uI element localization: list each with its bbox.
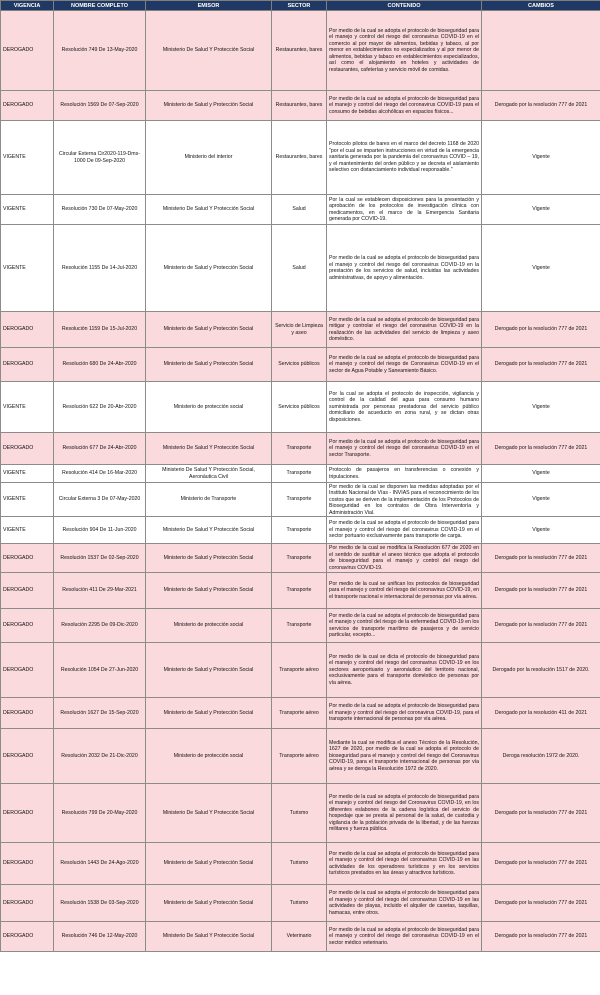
table-row [1, 573, 600, 609]
cell-sector [272, 573, 327, 609]
cell-cambios-text: Derogado por la resolución 777 de 2021 [494, 899, 588, 906]
cell-cambios [482, 225, 600, 312]
cell-contenido-text: Por medio de la cual se unifican los protocolos de bioseguridad para el manejo y control del riesgo del coronavirus COVID-19, en el transporte nacional e internacional de personas por vía aérea. [329, 580, 479, 600]
cell-vigencia-text: DEROGADO [3, 361, 34, 368]
cell-contenido [327, 195, 482, 225]
cell-nombre [54, 517, 146, 544]
cell-emisor [146, 609, 272, 643]
cell-cambios [482, 465, 600, 483]
cell-nombre [54, 698, 146, 729]
header-row [1, 1, 600, 11]
cell-sector-text: Transporte [286, 445, 312, 452]
cell-nombre-text: Resolución 904 De 11-Jun-2020 [62, 526, 137, 533]
cell-nombre-text: Resolución 746 De 12-May-2020 [61, 933, 138, 940]
cell-sector-text: Salud [292, 206, 306, 213]
table-row [1, 225, 600, 312]
cell-vigencia [1, 348, 54, 382]
table-row [1, 121, 600, 195]
header-nombre: NOMBRE COMPLETO [54, 1, 146, 11]
cell-contenido [327, 225, 482, 312]
table-row [1, 698, 600, 729]
cell-cambios-text: Vigente [532, 403, 550, 410]
cell-vigencia-text: DEROGADO [3, 933, 34, 940]
cell-vigencia [1, 843, 54, 885]
cell-emisor [146, 121, 272, 195]
table-row [1, 312, 600, 348]
cell-nombre-text: Resolución 730 De 07-May-2020 [61, 206, 138, 213]
cell-emisor [146, 11, 272, 91]
cell-nombre [54, 729, 146, 784]
cell-cambios [482, 91, 600, 121]
cell-vigencia [1, 225, 54, 312]
cell-vigencia-text: VIGENTE [3, 470, 26, 477]
cell-cambios [482, 312, 600, 348]
cell-nombre [54, 382, 146, 433]
cell-nombre [54, 843, 146, 885]
cell-cambios [482, 922, 600, 952]
cell-nombre [54, 465, 146, 483]
cell-contenido-text: Por medio de la cual se adopta el protocolo de bioseguridad para mitigar y controlar el riesgo del coronavirus COVID-19 en la realización de las actividades del servicio de limpieza y aseo doméstico. [329, 316, 479, 342]
cell-emisor [146, 91, 272, 121]
cell-cambios-text: Derogado por la resolución 777 de 2021 [494, 554, 588, 561]
cell-contenido-text: Protocolo de pasajeros en transferencias o conexión y tripulaciones. [329, 467, 479, 480]
cell-sector [272, 885, 327, 922]
cell-cambios-text: Vigente [532, 526, 550, 533]
cell-contenido-text: Por medio de la cual se disponen las medidas adoptadas por el Instituto Nacional de Vías - INVIAS para el reconocimiento de los costos que se deriven de la implementación de los Protocolos de Bioseguridad en los contratos de Obra Interventoría y Administración Vial. [329, 483, 479, 516]
cell-sector-text: Salud [292, 264, 306, 271]
cell-sector-text: Transporte aéreo [279, 666, 319, 673]
cell-contenido [327, 544, 482, 573]
cell-emisor-text: Ministerio de protección social [173, 752, 244, 759]
cell-emisor-text: Ministerio De Salud Y Protección Social [162, 206, 255, 213]
cell-contenido [327, 11, 482, 91]
cell-cambios-text: Derogado por la resolución 777 de 2021 [494, 445, 588, 452]
cell-emisor [146, 698, 272, 729]
cell-cambios-text: Derogado por la resolución 1517 de 2020. [492, 666, 590, 673]
cell-nombre-text: Resolución 2032 De 21-Dic-2020 [61, 752, 138, 759]
cell-vigencia-text: DEROGADO [3, 899, 34, 906]
cell-sector-text: Transporte aéreo [279, 752, 319, 759]
cell-nombre-text: Resolución 749 De 13-May-2020 [61, 47, 138, 54]
cell-contenido-text: Protocolo pilotos de bares en el marco del decreto 1168 de 2020 "por el cual se imparten instrucciones en virtud de la emergencia sanitaria generada por la pandemia del coronavirus COVID – 19, y el mantenimiento del orden público y se decreta el aislamiento selectivo con distanciamiento individual responsable." [329, 141, 479, 174]
cell-sector-text: Restaurantes, bares [275, 154, 323, 161]
cell-vigencia [1, 195, 54, 225]
cell-vigencia-text: DEROGADO [3, 809, 34, 816]
cell-contenido-text: Por medio de la cual se modifica la Resolución 677 de 2020 en el sentido de sustituir el anexo técnico que adopta el protocolo de bioseguridad para el manejo y control del riesgo del coronavirus COVID-19. [329, 545, 479, 571]
cell-contenido [327, 922, 482, 952]
cell-sector [272, 195, 327, 225]
cell-sector-text: Servicios públicos [278, 403, 320, 410]
cell-cambios [482, 483, 600, 517]
cell-nombre-text: Resolución 1538 De 03-Sep-2020 [60, 899, 139, 906]
cell-emisor [146, 843, 272, 885]
cell-nombre-text: Resolución 680 De 24-Abr-2020 [62, 361, 137, 368]
header-sector: SECTOR [272, 1, 327, 11]
cell-emisor-text: Ministerio De Salud Y Protección Social [162, 445, 255, 452]
cell-vigencia-text: DEROGADO [3, 554, 34, 561]
cell-contenido-text: Por medio de la cual se adopta el protocolo de bioseguridad para el manejo y control del riesgo del coronavirus COVID-19, para el transporte internacional de personas por vía aérea. [329, 703, 479, 723]
cell-cambios [482, 433, 600, 465]
cell-nombre-text: Resolución 2295 De 09-Dic-2020 [61, 622, 138, 629]
cell-emisor [146, 544, 272, 573]
cell-contenido-text: Por medio de la cual se adopta el protocolo de bioseguridad para el manejo y control del riesgo del coronavirus COVID-19 para el consumo de bebidas alcohólicas en espacios físicos... [329, 95, 479, 115]
cell-cambios [482, 517, 600, 544]
cell-cambios-text: Vigente [532, 206, 550, 213]
cell-contenido-text: Por la cual se establecen disposiciones para la presentación y aprobación de los protocolos de investigación clínica con medicamentos, en el marco de la Emergencia Sanitaria generada por COVID-19. [329, 196, 479, 222]
cell-emisor-text: Ministerio de Salud y Protección Social [163, 860, 254, 867]
cell-vigencia [1, 643, 54, 698]
cell-emisor [146, 433, 272, 465]
cell-cambios-text: Derogado por la resolución 777 de 2021 [494, 326, 588, 333]
cell-emisor [146, 225, 272, 312]
cell-vigencia-text: VIGENTE [3, 496, 26, 503]
cell-contenido [327, 729, 482, 784]
cell-cambios-text: Vigente [532, 264, 550, 271]
cell-emisor [146, 382, 272, 433]
cell-vigencia [1, 91, 54, 121]
cell-vigencia-text: VIGENTE [3, 206, 26, 213]
cell-contenido-text: Por medio de la cual se adopta el protocolo de bioseguridad para el manejo y control del riesgo del coronavirus COVID-19 en las actividades de playas, incluido el alquiler de casetas, taquillas, hamacas, entre otros. [329, 890, 479, 916]
cell-nombre-text: Resolución 411 De 29-Mar-2021 [62, 587, 137, 594]
table-row [1, 643, 600, 698]
cell-sector [272, 729, 327, 784]
cell-vigencia-text: DEROGADO [3, 709, 34, 716]
cell-nombre [54, 195, 146, 225]
cell-contenido-text: Por medio de la cual se adopta el protocolo de bioseguridad para el manejo y control del riesgo de Coronavirus COVID-19 en el sector de Agua Potable y Saneamiento Básico. [329, 354, 479, 374]
cell-cambios [482, 348, 600, 382]
cell-nombre-text: Resolución 799 De 20-May-2020 [61, 809, 138, 816]
cell-vigencia [1, 698, 54, 729]
cell-cambios-text: Derogado por la resolución 777 de 2021 [494, 809, 588, 816]
cell-vigencia-text: DEROGADO [3, 860, 34, 867]
cell-sector [272, 483, 327, 517]
table-row [1, 784, 600, 843]
cell-nombre-text: Resolución 622 De 20-Abr-2020 [62, 403, 137, 410]
cell-cambios [482, 729, 600, 784]
cell-cambios [482, 609, 600, 643]
cell-vigencia [1, 11, 54, 91]
cell-vigencia-text: DEROGADO [3, 445, 34, 452]
cell-sector-text: Restaurantes, bares [275, 47, 323, 54]
cell-emisor-text: Ministerio De Salud Y Protección Social [162, 526, 255, 533]
cell-nombre [54, 348, 146, 382]
cell-nombre [54, 544, 146, 573]
cell-cambios-text: Derogado por la resolución 777 de 2021 [494, 361, 588, 368]
cell-emisor-text: Ministerio De Salud Y Protección Social [162, 809, 255, 816]
cell-sector-text: Transporte [286, 496, 312, 503]
table-row [1, 195, 600, 225]
cell-cambios [482, 698, 600, 729]
cell-sector-text: Turismo [289, 809, 309, 816]
cell-sector-text: Transporte aéreo [279, 709, 319, 716]
cell-vigencia [1, 465, 54, 483]
cell-nombre [54, 121, 146, 195]
cell-nombre-text: Resolución 1159 De 15-Jul-2020 [61, 326, 138, 333]
cell-contenido-text: Mediante la cual se modifica el anexo Técnico de la Resolución, 1627 de 2020, por medio de la cual se adopta el protocolo de bioseguridad para el manejo y control del riesgo del Coronavirus COVID-19, para el transporte internacional de personas por vía aérea y se deroga la Resolución 1972 de 2020. [329, 739, 479, 772]
cell-emisor [146, 195, 272, 225]
cell-vigencia-text: DEROGADO [3, 752, 34, 759]
cell-emisor [146, 643, 272, 698]
cell-contenido [327, 433, 482, 465]
cell-emisor-text: Ministerio de Salud y Protección Social [163, 899, 254, 906]
cell-nombre [54, 885, 146, 922]
cell-contenido [327, 121, 482, 195]
cell-nombre-text: Circular Externa 3 De 07-May-2020 [58, 496, 141, 503]
cell-emisor [146, 465, 272, 483]
cell-vigencia-text: DEROGADO [3, 587, 34, 594]
cell-sector-text: Transporte [286, 554, 312, 561]
cell-cambios-text: Derogado por la resolución 777 de 2021 [494, 860, 588, 867]
cell-nombre [54, 643, 146, 698]
cell-emisor-text: Ministerio De Salud Y Protección Social, Aeronáutica Civil [162, 467, 255, 480]
cell-nombre [54, 433, 146, 465]
table-row [1, 544, 600, 573]
table-row [1, 382, 600, 433]
cell-contenido-text: Por medio de la cual se adopta el protocolo de bioseguridad para el manejo y control del riesgo del coronavirus COVID-19 en el sector portuario exclusivamente para transporte de carga. [329, 520, 479, 540]
cell-sector [272, 643, 327, 698]
cell-contenido [327, 573, 482, 609]
cell-contenido-text: Por medio de la cual se adopta el protocolo de bioseguridad para el manejo y control del riesgo del coronavirus COVID-19 en el sector médico veterinario. [329, 926, 479, 946]
cell-vigencia-text: VIGENTE [3, 154, 26, 161]
cell-sector [272, 121, 327, 195]
cell-sector [272, 609, 327, 643]
table-row [1, 91, 600, 121]
cell-contenido [327, 784, 482, 843]
cell-nombre [54, 784, 146, 843]
cell-nombre [54, 483, 146, 517]
cell-nombre-text: Circular Externa Cir2020-119-Dms-1000 De 09-Sep-2020 [59, 151, 140, 164]
cell-emisor-text: Ministerio de Salud y Protección Social [163, 709, 254, 716]
cell-nombre-text: Resolución 1569 De 07-Sep-2020 [60, 102, 139, 109]
cell-vigencia [1, 433, 54, 465]
cell-contenido-text: Por medio de la cual se dicta el protocolo de bioseguridad para el manejo y control del riesgo del coronavirus COVID-19 en los sectores aeroportuario y aeronáutico del territorio nacional, exclusivamente para el transporte doméstico de personas por vía aérea. [329, 653, 479, 686]
cell-emisor-text: Ministerio de Transporte [180, 496, 237, 503]
cell-nombre [54, 91, 146, 121]
cell-emisor [146, 784, 272, 843]
cell-vigencia [1, 573, 54, 609]
cell-vigencia [1, 729, 54, 784]
cell-emisor [146, 348, 272, 382]
cell-cambios-text: Vigente [532, 496, 550, 503]
cell-cambios-text: Vigente [532, 470, 550, 477]
cell-contenido [327, 91, 482, 121]
cell-cambios [482, 11, 600, 91]
table-row [1, 729, 600, 784]
cell-vigencia [1, 483, 54, 517]
cell-vigencia-text: VIGENTE [3, 403, 26, 410]
cell-emisor-text: Ministerio de protección social [173, 622, 244, 629]
cell-vigencia [1, 382, 54, 433]
cell-emisor-text: Ministerio del interior [184, 154, 233, 161]
cell-cambios [482, 784, 600, 843]
cell-sector [272, 382, 327, 433]
cell-emisor-text: Ministerio De Salud Y Protección Social [162, 933, 255, 940]
cell-contenido-text: Por medio de la cual se adopta el protocolo de bioseguridad para el manejo y control del riesgo del coronavirus COVID-19 en las actividades de los operadores turísticos y en los servicios turísticos prestados en las áreas y atractivos turísticos. [329, 850, 479, 876]
cell-contenido-text: Por medio de la cual se adopta el protocolo de bioseguridad para el manejo y control del riesgo del Coronavirus COVID-19, en los diferentes eslabones de la cadena logística del servicio de hospedaje que se presta al personal de la salud, de custodia y vigilancia de la población privada de la libertad, y de las fuerzas militares y fuerza pública. [329, 793, 479, 832]
cell-sector-text: Restaurantes, bares [275, 102, 323, 109]
cell-vigencia-text: VIGENTE [3, 526, 26, 533]
header-vigencia: VIGENCIA [1, 1, 54, 11]
cell-vigencia [1, 609, 54, 643]
cell-contenido [327, 609, 482, 643]
cell-vigencia [1, 517, 54, 544]
table-row [1, 609, 600, 643]
table-row [1, 483, 600, 517]
cell-sector [272, 225, 327, 312]
cell-cambios-text: Derogado por la resolución 411 de 2021 [494, 709, 588, 716]
cell-vigencia-text: VIGENTE [3, 264, 26, 271]
cell-contenido-text: Por medio de la cual se adopta el protocolo de bioseguridad para el manejo y control del riesgo del coronavirus COVID-19 en el comercio al por mayor de alimentos, bebidas y tabaco, al por menor en establecimientos no especializados y al por menor de alimentos, bebidas y tabaco en establecimientos especializados, así como el alojamiento en hoteles y actividades de restaurantes, cafeterías y servicio móvil de comidas. [329, 27, 479, 73]
cell-sector-text: Transporte [286, 470, 312, 477]
cell-emisor-text: Ministerio De Salud Y Protección Social [162, 47, 255, 54]
cell-nombre-text: Resolución 1537 De 02-Sep-2020 [60, 554, 139, 561]
cell-cambios [482, 643, 600, 698]
cell-nombre-text: Resolución 1627 De 15-Sep-2020 [60, 709, 139, 716]
table-row [1, 885, 600, 922]
cell-emisor-text: Ministerio de Salud y Protección Social [163, 361, 254, 368]
cell-sector-text: Servicio de Limpieza y aseo [275, 323, 323, 336]
cell-sector [272, 544, 327, 573]
cell-sector-text: Transporte [286, 587, 312, 594]
cell-contenido [327, 517, 482, 544]
cell-contenido [327, 465, 482, 483]
cell-vigencia-text: DEROGADO [3, 326, 34, 333]
cell-nombre [54, 11, 146, 91]
cell-emisor [146, 729, 272, 784]
cell-contenido-text: Por la cual se adopta el protocolo de inspección, vigilancia y control de la calidad del agua para consumo humano suministrada por personas prestadoras del servicio público domiciliario de acueducto en zona rural, y se dictan otras disposiciones. [329, 390, 479, 423]
cell-emisor-text: Ministerio de Salud y Protección Social [163, 102, 254, 109]
cell-cambios-text: Derogado por la resolución 777 de 2021 [494, 587, 588, 594]
cell-nombre-text: Resolución 1155 De 14-Jul-2020 [61, 264, 138, 271]
cell-vigencia [1, 784, 54, 843]
cell-emisor [146, 885, 272, 922]
cell-emisor-text: Ministerio de Salud y Protección Social [163, 326, 254, 333]
cell-sector-text: Servicios públicos [278, 361, 320, 368]
cell-vigencia [1, 922, 54, 952]
cell-contenido [327, 483, 482, 517]
cell-cambios-text: Derogado por la resolución 777 de 2021 [494, 622, 588, 629]
cell-sector-text: Turismo [289, 899, 309, 906]
cell-emisor [146, 312, 272, 348]
cell-emisor-text: Ministerio de Salud y Protección Social [163, 554, 254, 561]
cell-emisor-text: Ministerio de protección social [173, 403, 244, 410]
header-emisor: EMISOR [146, 1, 272, 11]
cell-sector [272, 922, 327, 952]
cell-cambios [482, 121, 600, 195]
cell-sector [272, 348, 327, 382]
cell-sector [272, 517, 327, 544]
cell-vigencia [1, 121, 54, 195]
cell-cambios [482, 544, 600, 573]
cell-sector-text: Transporte [286, 526, 312, 533]
cell-contenido [327, 885, 482, 922]
cell-contenido [327, 312, 482, 348]
cell-cambios [482, 843, 600, 885]
cell-nombre [54, 573, 146, 609]
cell-vigencia-text: DEROGADO [3, 102, 34, 109]
cell-cambios [482, 573, 600, 609]
cell-emisor [146, 483, 272, 517]
cell-sector [272, 433, 327, 465]
cell-cambios [482, 885, 600, 922]
cell-emisor [146, 573, 272, 609]
cell-contenido [327, 698, 482, 729]
header-contenido: CONTENIDO [327, 1, 482, 11]
cell-emisor-text: Ministerio de Salud y Protección Social [163, 666, 254, 673]
cell-emisor [146, 517, 272, 544]
cell-sector-text: Turismo [289, 860, 309, 867]
cell-nombre-text: Resolución 677 De 24-Abr-2020 [62, 445, 137, 452]
cell-cambios-text: Derogado por la resolución 777 de 2021 [494, 102, 588, 109]
cell-nombre [54, 225, 146, 312]
cell-cambios-text: Vigente [532, 154, 550, 161]
cell-vigencia [1, 885, 54, 922]
cell-nombre-text: Resolución 1443 De 24-Ago-2020 [60, 860, 139, 867]
table-row [1, 843, 600, 885]
cell-cambios-text: Deroga resolución 1972 de 2020. [502, 752, 580, 759]
cell-sector [272, 11, 327, 91]
cell-emisor-text: Ministerio de Salud y Protección Social [163, 264, 254, 271]
cell-contenido [327, 643, 482, 698]
cell-contenido-text: Por medio de la cual se adopta el protocolo de bioseguridad para el manejo y control del riesgo de la enfermedad COVID-19 en los servicios de transporte marítimo de pasajeros y de servicio particular, excepto... [329, 612, 479, 638]
table-row [1, 11, 600, 91]
cell-nombre [54, 609, 146, 643]
table-row [1, 348, 600, 382]
cell-contenido-text: Por medio de la cual se adopta el protocolo de bioseguridad para el manejo y control del riesgo del coronavirus COVID-19 en la prestación de los servicios de salud, incluidas las actividades administrativas, de apoyo y alimentación. [329, 255, 479, 281]
cell-sector [272, 465, 327, 483]
cell-emisor [146, 922, 272, 952]
cell-sector [272, 698, 327, 729]
cell-sector [272, 91, 327, 121]
cell-vigencia-text: DEROGADO [3, 622, 34, 629]
cell-sector-text: Veterinario [286, 933, 312, 940]
cell-sector [272, 843, 327, 885]
cell-vigencia-text: DEROGADO [3, 47, 34, 54]
table-row [1, 465, 600, 483]
cell-contenido [327, 348, 482, 382]
cell-emisor-text: Ministerio de Salud y Protección Social [163, 587, 254, 594]
cell-vigencia-text: DEROGADO [3, 666, 34, 673]
cell-cambios-text: Derogado por la resolución 777 de 2021 [494, 933, 588, 940]
cell-cambios [482, 195, 600, 225]
table-row [1, 922, 600, 952]
cell-sector [272, 312, 327, 348]
cell-contenido-text: Por medio de la cual se adopta el protocolo de bioseguridad para el manejo y control del riesgo del coronavirus COVID-19 en el sector Transporte. [329, 438, 479, 458]
cell-vigencia [1, 544, 54, 573]
cell-sector-text: Transporte [286, 622, 312, 629]
cell-contenido [327, 382, 482, 433]
table-row [1, 433, 600, 465]
cell-cambios [482, 382, 600, 433]
cell-nombre [54, 312, 146, 348]
cell-nombre [54, 922, 146, 952]
header-cambios: CAMBIOS [482, 1, 600, 11]
cell-contenido [327, 843, 482, 885]
cell-nombre-text: Resolución 414 De 16-Mar-2020 [62, 470, 137, 477]
cell-nombre-text: Resolución 1054 De 27-Jun-2020 [60, 666, 139, 673]
cell-vigencia [1, 312, 54, 348]
table-row [1, 517, 600, 544]
cell-sector [272, 784, 327, 843]
